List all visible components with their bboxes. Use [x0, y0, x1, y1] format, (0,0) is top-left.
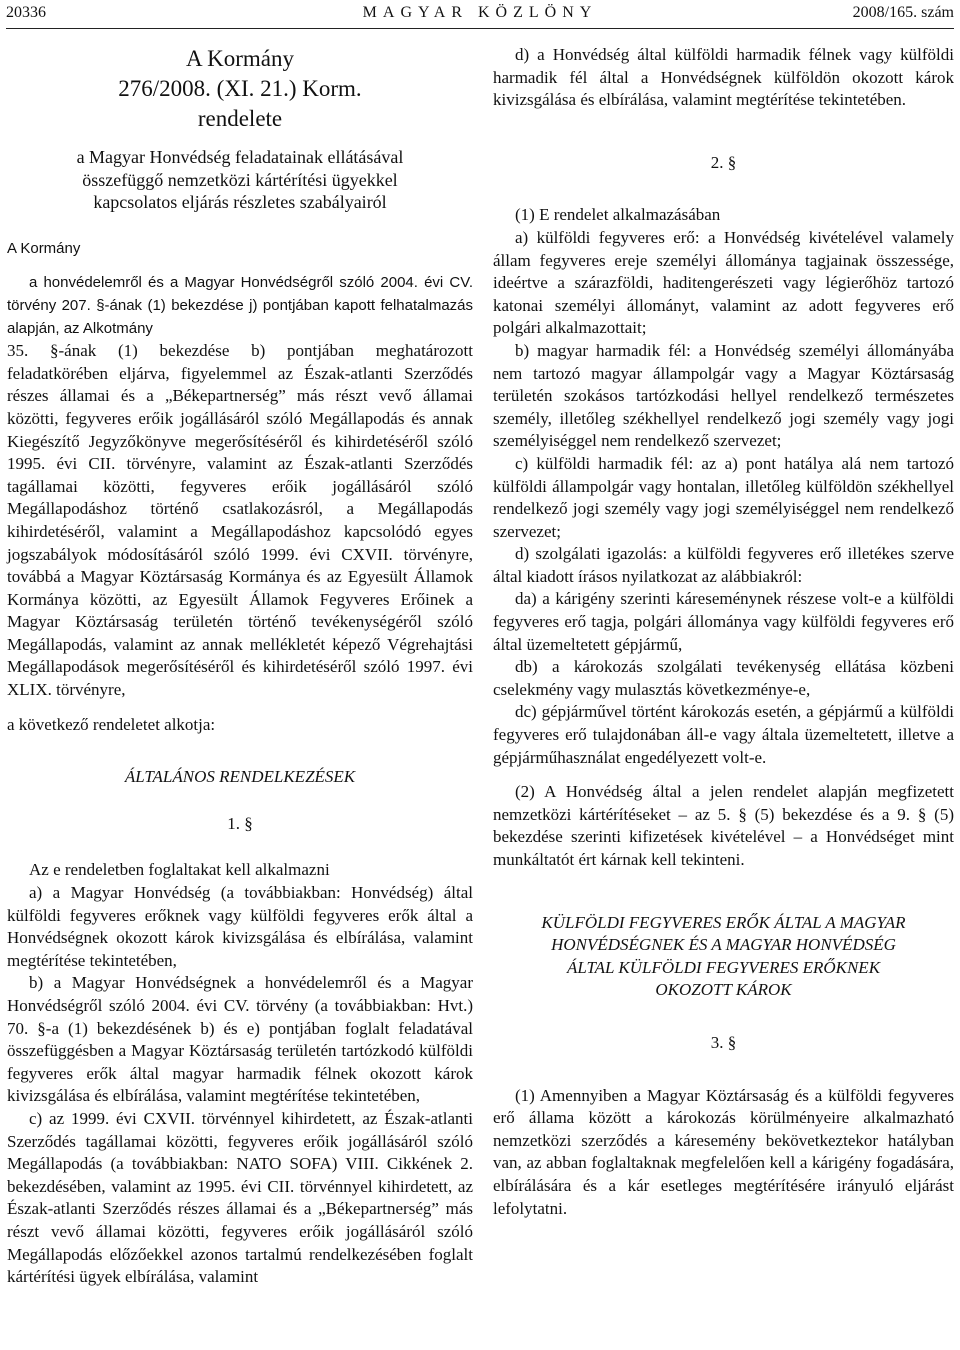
- definitions-intro: (1) E rendelet alkalmazásában: [515, 205, 721, 225]
- section-heading-line-2: HONVÉDSÉGNEK ÉS A MAGYAR HONVÉDSÉG: [551, 935, 896, 955]
- paragraph-3-number: 3. §: [710, 1032, 737, 1052]
- definition-d: d) szolgálati igazolás: a külföldi fegyveres erő illetékes szerve által kiadott írásos nyilatkozat az alábbiakról:: [493, 544, 954, 586]
- paragraph-1-point-c: c) az 1999. évi CXVII. törvénnyel kihirdetett, az Észak-atlanti Szerződés tagállamai közötti, fegyveres erőik jogállásáról szóló Megállapodás (a továbbiakban: NATO SOFA) VIII. Cikkének 2. bekezdésében, valamint az 1995. évi CII. törvénnyel kihirdetett, az Észak-atlanti Szerződés részes államai és a „Békepartnerség” más részt vevő államai közötti, fegyveres erőik jogállásáról szóló Megállapodás előzőekkel azonos tartalmú rendelkezésében foglalt kártérítési ügyek elbírálása, valamint: [7, 1108, 473, 1287]
- section-heading-line-4: OKOZOTT KÁROK: [655, 980, 792, 1000]
- journal-title: MAGYAR KÖZLÖNY: [362, 4, 598, 21]
- paragraph-1-point-d: d) a Honvédség által külföldi harmadik félnek vagy külföldi harmadik fél által a Honvédségnek külföldön okozott károk kivizsgálása és elbírálása, valamint megtérítése tekintetében.: [493, 45, 954, 110]
- preamble-body: 35. §-ának (1) bekezdése b) pontjában meghatározott feladatkörében eljárva, figyelemmel az Észak-atlanti Szerződés részes államai és a „Békepartnerség” más részt vevő államai közötti, fegyveres erőik jogállásáról szóló Megállapodás és annak Kiegészítő Jegyzőkönyve megerősítéséről és kihirdetéséről szóló 1995. évi CII. törvényre, valamint az Észak-atlanti Szerződés tagállamai közötti, fegyveres erőik jogállásáról szóló Megállapodáshoz történő csatlakozásról, a Megállapodás kihirdetéséről, valamint a Megállapodáshoz kapcsolódó egyes jogszabályok módosításáról szóló 1999. évi CXVII. törvényre, továbbá a Magyar Köztársaság Kormánya és az Egyesült Államok Kormánya közötti, az Egyesült Államok Fegyveres Erőinek a Magyar Köztársaság területén történő tevékenységéről szóló Megállapodás, valamint az annak mellékletét képező Végrehajtási Megállapodások megerősítéséről és kihirdetéséről szóló 1997. évi XLIX. törvényre,: [7, 341, 473, 700]
- paragraph-2-number: 2. §: [710, 152, 737, 172]
- definition-da: da) a kárigény szerinti káreseménynek részese volt-e a külföldi fegyveres erő tagja, polgári állománya vagy külföldi fegyveres erő által üzemeltetett gépjármű,: [493, 589, 954, 654]
- enacting-clause: a következő rendeletet alkotja:: [7, 714, 216, 734]
- decree-issuer: A Kormány: [186, 46, 294, 71]
- decree-subject-line-3: kapcsolatos eljárás részletes szabályairól: [93, 192, 387, 213]
- left-column: [7, 44, 473, 1289]
- decree-subject-line-2: összefüggő nemzetközi kártérítési ügyekkel: [82, 169, 398, 190]
- decree-subject-line-1: a Magyar Honvédség feladatainak ellátásával: [76, 147, 404, 167]
- paragraph-1-number: 1. §: [227, 813, 253, 833]
- section-heading-line-1: KÜLFÖLDI FEGYVERES ERŐK ÁLTAL A MAGYAR: [541, 912, 906, 932]
- paragraph-2-subsection-2: (2) A Honvédség által a jelen rendelet alapján megfizetett nemzetközi kártérítéseket – az 5. § (5) bekezdése és a 9. § (5) bekezdése szerinti kifizetések kivételével – a Honvédséget mint munkáltatót ért kárnak kell tekinteni.: [493, 782, 954, 869]
- running-header: [6, 2, 954, 29]
- government-label: A Kormány: [7, 239, 81, 257]
- paragraph-1-point-a: a) a Magyar Honvédség (a továbbiakban: Honvédség) által külföldi fegyveres erőknek vagy külföldi fegyveres erők által a Honvédségnek okozott károk kivizsgálása és elbírálása, valamint megtérítése tekintetében,: [7, 883, 473, 970]
- definition-db: db) a károkozás szolgálati tevékenység ellátása közbeni cselekmény vagy mulasztás következménye-e,: [493, 657, 954, 699]
- definition-c: c) külföldi harmadik fél: az a) pont hatálya alá nem tartozó külföldi állampolgár vagy hontalan, illetőleg külföldön székhellyel rendelkező jogi személy vagy jogi személyiséggel nem rendelkező szervezet;: [493, 453, 954, 541]
- definition-b: b) magyar harmadik fél: a Honvédség személyi állományába nem tartozó magyar állampolgár vagy a Magyar Köztársaság területén szokásos tartózkodási hellyel rendelkező természetes személy, illetőleg székhellyel rendelkező jogi személy vagy jogi személyiséggel nem rendelkező szervezet;: [493, 340, 954, 451]
- decree-number: 276/2008. (XI. 21.) Korm.: [118, 76, 362, 101]
- definition-a: a) külföldi fegyveres erő: a Honvédség kivételével valamely állam fegyveres ereje személyi állománya tagjainak összessége, ideértve a szárazföldi, haditengerészeti vagy légierőhöz tartozó katonai személyi állományt, valamint az adott fegyveres erő polgári alkalmazottait;: [493, 227, 954, 338]
- paragraph-1-intro: Az e rendeletben foglaltakat kell alkalmazni: [29, 860, 330, 880]
- paragraph-3-subsection-1: (1) Amennyiben a Magyar Köztársaság és a külföldi fegyveres erő állama között a károkozás körülményeire alkalmazható nemzetközi szerződés a káresemény bekövetkeztekor hatályban van, az abban foglaltaknak megfelelően kell a kárigény fogadására, elbírálására és a kár esetleges megtérítésére irányuló eljárást lefolytatni.: [493, 1085, 954, 1218]
- decree-type: rendelete: [197, 106, 283, 131]
- section-title-general: ÁLTALÁNOS RENDELKEZÉSEK: [124, 767, 356, 787]
- definition-dc: dc) gépjárművel történt károkozás esetén, a gépjármű a külföldi fegyveres erő tulajdonában áll-e vagy általa üzemeltetett, illetve a gépjárműhasználat engedélyezett volt-e.: [493, 702, 954, 767]
- page-number: 20336: [6, 4, 46, 21]
- issue-number: 2008/165. szám: [852, 4, 954, 21]
- preamble-authorization: a honvédelemről és a Magyar Honvédségről szóló 2004. évi CV. törvény 207. §-ának (1) bekezdése j) pontjában kapott felhatalmazás alapján, az Alkotmány: [7, 274, 473, 337]
- paragraph-1-point-b: b) a Magyar Honvédségnek a honvédelemről és a Magyar Honvédségről szóló 2004. évi CV. törvény (a továbbiakban: Hvt.) 70. §-a (1) bekezdésének b) és e) pontjában foglalt feladatával összefüggésben a Magyar Köztársaság területén tartózkodó külföldi fegyveres erők által magyar harmadik félnek okozott károk kivizsgálása és elbírálása, valamint megtérítése tekintetében,: [7, 973, 473, 1106]
- right-column: [493, 44, 954, 1220]
- section-heading-line-3: ÁLTAL KÜLFÖLDI FEGYVERES ERŐKNEK: [566, 957, 881, 977]
